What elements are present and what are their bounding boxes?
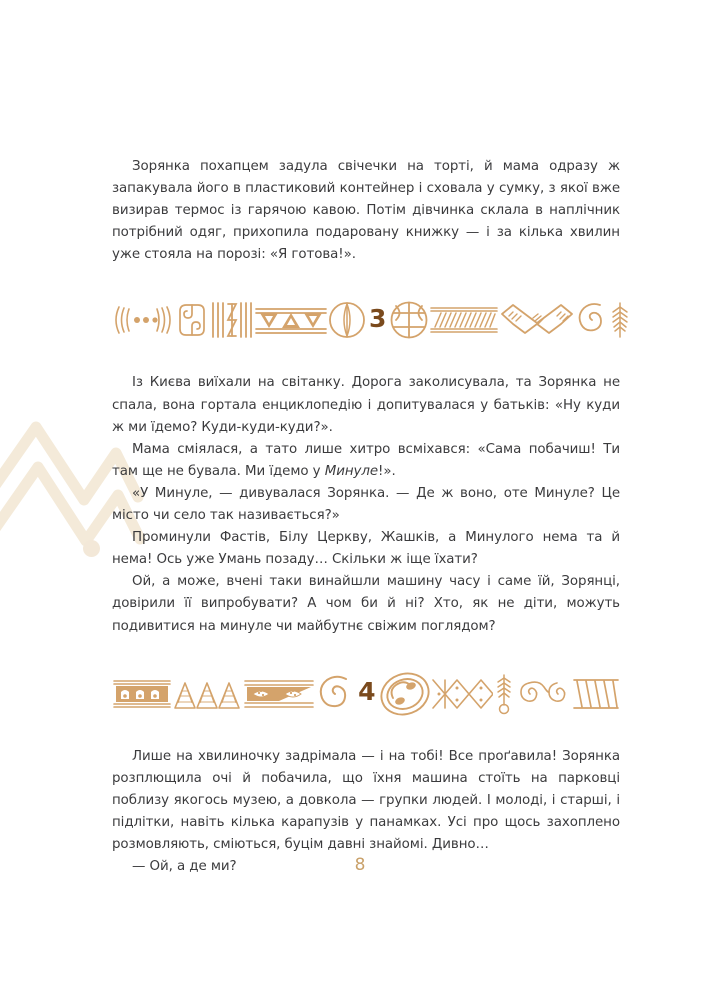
circle-split-petal-ornament-icon (328, 301, 366, 339)
hatched-stripe-block-ornament-icon (572, 677, 620, 711)
zigzag-diamond-chain-ornament-icon (499, 302, 575, 338)
paragraph-dialogue: — Ой, а де ми? (132, 859, 237, 875)
hatched-stripe-band-ornament-icon (429, 304, 499, 336)
ornament-band-2-number: 4 (358, 677, 376, 707)
double-oval-spiral-ornament-icon (379, 672, 431, 716)
spiral-ornament-icon (315, 674, 355, 714)
spacer (112, 720, 620, 746)
hatched-triangles-ornament-icon (172, 677, 242, 711)
paragraph: Ой, а може, вчені таки винайшли машину часу і саме їй, Зорянці, довірили її випробувати? А чом би й ні? Хто, як не діти, можуть подивитися на минуле чи майбутнє свіжим поглядом? (112, 574, 620, 634)
paragraph: Із Києва виїхали на світанку. Дорога заколисувала, та Зорянка не спала, вона гортала енциклопедію і допитувалася у батьків: «Ну куди ж ми їдемо? Куди-куди-куди?». (112, 375, 620, 435)
wheat-stalk-ornament-icon (493, 673, 515, 715)
paragraph-italic-term: Минуле (324, 463, 379, 479)
paragraph-prefix: Мама сміялася, а тато лише хитро всміхався: «Сама побачиш! Ти там ще не бувала. Ми їдемо у (112, 441, 620, 479)
circle-cross-quadrant-ornament-icon (389, 300, 429, 340)
double-arc-dots-ornament-icon (112, 303, 174, 337)
text-block-1 (112, 156, 620, 266)
paragraph: Зорянка похапцем задула свічечки на торті, й мама одразу ж запакувала його в пластиковий контейнер і сховала у сумку, з якої вже визирав термос із гарячою кавою. Потім дівчинка склала в наплічник потрібний одяг, прихопила подаровану книжку — і за кілька хвилин уже стояла на порозі: «Я готова!». (112, 159, 620, 263)
ornament-band-1-number: 3 (369, 303, 387, 333)
spacer (112, 266, 620, 294)
twin-spirals-ornament-icon (516, 678, 572, 710)
rounded-square-scroll-ornament-icon (174, 302, 210, 338)
vertical-bars-hourglass-ornament-icon (210, 301, 254, 339)
spacer (112, 638, 620, 668)
triangle-weave-band-ornament-icon (254, 303, 328, 337)
paragraph: Лише на хвилиночку задрімала — і на тобі! Все проґавила! Зорянка розплющила очі й побачила, що їхня машина стоїть на парковці поблизу якогось музею, а довкола — групки людей. І молоді, і старші, і підлітки, навіть кілька карапузів у панамках. Усі про щось захоплено розмовляють, сміються, буцім давні знайомі. Дивно… (112, 748, 620, 852)
paragraph: «У Минуле, — дивувалася Зорянка. — Де ж воно, оте Минуле? Це місто чи село так називається?» (112, 485, 620, 524)
framed-arch-band-ornament-icon (112, 677, 172, 711)
ornament-band-1 (112, 294, 620, 346)
paragraph: Проминули Фастів, Білу Церкву, Жашків, а Минулого нема та й нема! Ось уже Умань позаду… Скільки ж іще їхати? (112, 530, 620, 568)
paragraph-suffix: !». (378, 463, 396, 479)
page-content (112, 156, 620, 878)
x-diamond-chain-ornament-icon (431, 677, 493, 711)
ornament-band-2 (112, 668, 620, 720)
page-number: 8 (354, 855, 366, 875)
watermark-dot-icon (83, 540, 100, 557)
feather-fern-ornament-icon (609, 301, 631, 339)
text-block-2 (112, 372, 620, 637)
spiral-ornament-icon (575, 303, 609, 337)
spacer (112, 346, 620, 372)
paragraph-with-italic (112, 439, 620, 483)
lens-weave-band-ornament-icon (243, 677, 315, 711)
